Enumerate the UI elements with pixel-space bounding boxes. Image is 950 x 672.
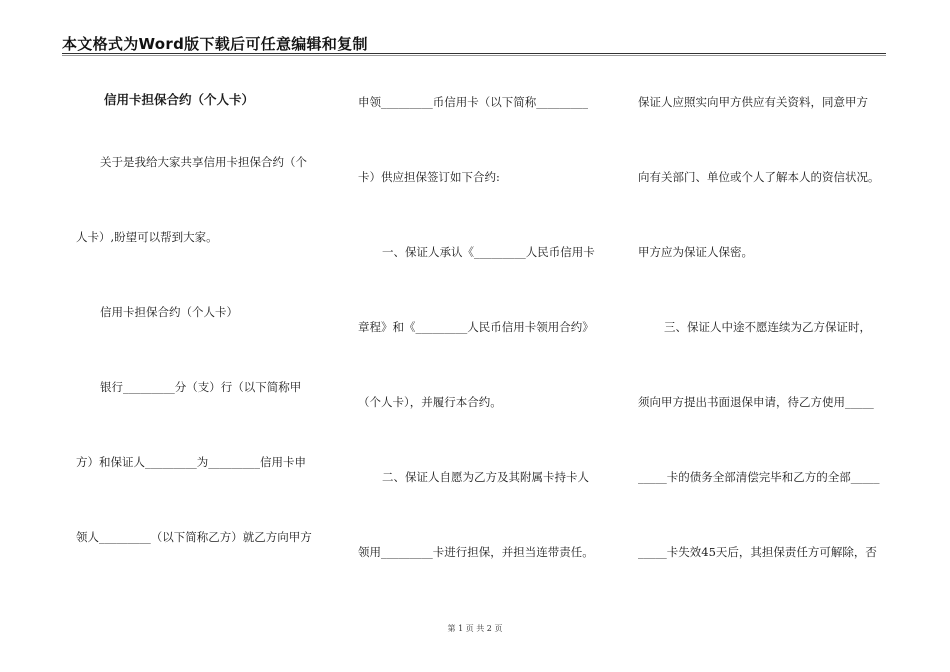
paragraph-line: 申领_________币信用卡（以下简称_________ — [358, 95, 588, 109]
header-rule — [62, 53, 886, 54]
section-title: 信用卡担保合约（个人卡） — [100, 305, 238, 319]
paragraph-line: 方）和保证人_________为_________信用卡申 — [76, 455, 306, 469]
paragraph-line: _____卡的债务全部清偿完毕和乙方的全部_____ — [638, 470, 880, 484]
paragraph-line: 章程》和《_________人民币信用卡领用合约》 — [358, 320, 594, 334]
document-title: 信用卡担保合约（个人卡） — [104, 92, 255, 107]
paragraph-line: 银行_________分（支）行（以下简称甲 — [100, 380, 302, 394]
paragraph-line: 领人_________（以下简称乙方）就乙方向甲方 — [76, 530, 312, 544]
paragraph-line: 关于是我给大家共享信用卡担保合约（个 — [100, 155, 307, 169]
paragraph-line: 须向甲方提出书面退保申请，待乙方使用_____ — [638, 395, 874, 409]
paragraph-line: 甲方应为保证人保密。 — [638, 245, 753, 259]
page-footer: 第 1 页 共 2 页 — [447, 624, 503, 633]
page-header — [62, 33, 886, 54]
paragraph-line: _____卡失效45天后，其担保责任方可解除，否 — [638, 545, 877, 559]
paragraph-line: 向有关部门、单位或个人了解本人的资信状况。 — [638, 170, 880, 184]
clause-line: 一、保证人承认《_________人民币信用卡 — [382, 245, 595, 259]
header-rule-thin — [62, 55, 886, 56]
paragraph-line: （个人卡），并履行本合约。 — [358, 395, 502, 409]
clause-line: 三、保证人中途不愿连续为乙方保证时， — [664, 320, 871, 334]
paragraph-line: 卡）供应担保签订如下合约: — [358, 170, 500, 184]
clause-line: 二、保证人自愿为乙方及其附属卡持卡人 — [382, 470, 589, 484]
paragraph-line: 保证人应照实向甲方供应有关资料，同意甲方 — [638, 95, 868, 109]
paragraph-line: 领用_________卡进行担保，并担当连带责任。 — [358, 545, 594, 559]
paragraph-line: 人卡）,盼望可以帮到大家。 — [76, 230, 218, 244]
header-text: 本文格式为Word版下载后可任意编辑和复制 — [62, 35, 368, 53]
